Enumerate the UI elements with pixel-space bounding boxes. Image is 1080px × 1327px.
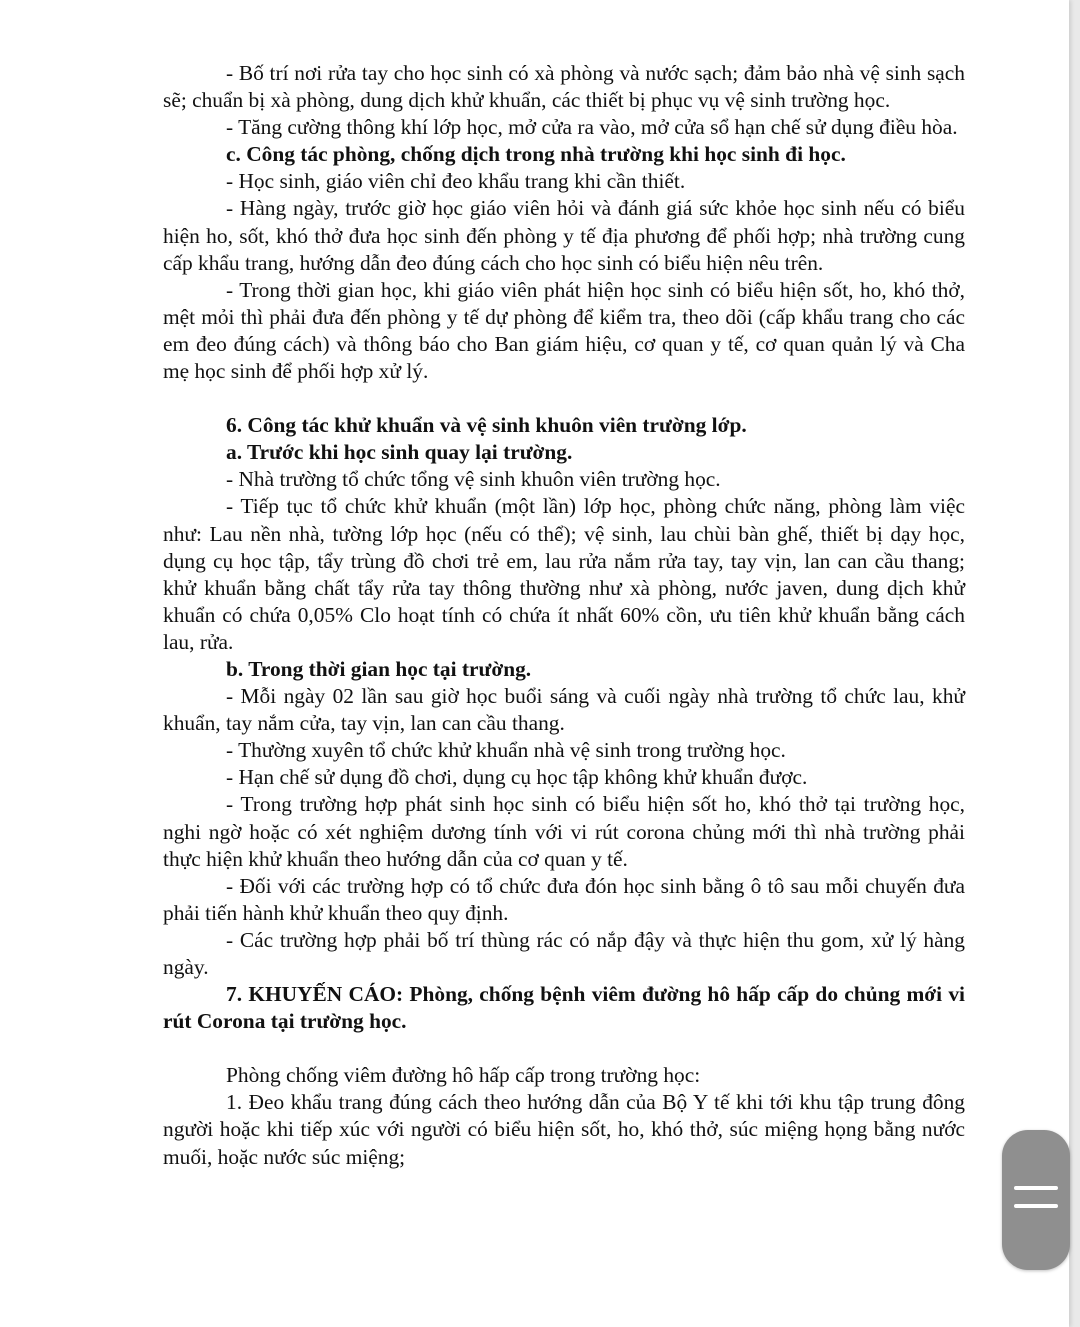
paragraph: - Hạn chế sử dụng đồ chơi, dụng cụ học tập không khử khuẩn được. — [226, 765, 808, 790]
paragraph: - Mỗi ngày 02 lần sau giờ học buổi sáng và cuối ngày nhà trường tổ chức lau, khử khuẩn, tay nắm cửa, tay vịn, lan can cầu thang. — [163, 684, 965, 736]
paragraph: - Tăng cường thông khí lớp học, mở cửa ra vào, mở cửa sổ hạn chế sử dụng điều hòa. — [226, 115, 958, 140]
section-heading: a. Trước khi học sinh quay lại trường. — [226, 440, 573, 465]
paragraph: - Các trường hợp phải bố trí thùng rác có nắp đậy và thực hiện thu gom, xử lý hàng ngày. — [163, 927, 965, 979]
spacer — [163, 1035, 965, 1062]
section-heading: 6. Công tác khử khuẩn và vệ sinh khuôn viên trường lớp. — [226, 413, 747, 438]
section-heading: c. Công tác phòng, chống dịch trong nhà trường khi học sinh đi học. — [226, 142, 846, 167]
paragraph: - Thường xuyên tổ chức khử khuẩn nhà vệ sinh trong trường học. — [226, 738, 786, 763]
paragraph: - Đối với các trường hợp có tổ chức đưa đón học sinh bằng ô tô sau mỗi chuyến đưa phải tiến hành khử khuẩn theo quy định. — [163, 873, 965, 925]
paragraph: - Nhà trường tổ chức tổng vệ sinh khuôn viên trường học. — [226, 467, 721, 492]
paragraph: - Trong trường hợp phát sinh học sinh có biểu hiện sốt ho, khó thở tại trường học, nghi ngờ hoặc có xét nghiệm dương tính với vi rút corona chủng mới thì nhà trường phải thực hiện khử khuẩn theo hướng dẫn của cơ quan y tế. — [163, 792, 965, 871]
paragraph: - Tiếp tục tổ chức khử khuẩn (một lần) lớp học, phòng chức năng, phòng làm việc như: Lau nền nhà, tường lớp học (nếu có thể); vệ sinh, lau chùi bàn ghế, thiết bị dạy học, dụng cụ học tập, tẩy trùng đồ chơi trẻ em, lau rửa nắm rửa tay, tay vịn, lan can cầu thang; khử khuẩn bằng chất tẩy rửa tay thông thường như xà phòng, nước javen, dung dịch khử khuẩn có chứa 0,05% Clo hoạt tính có chứa ít nhất 60% cồn, ưu tiên khử khuẩn bằng cách lau, rửa. — [163, 494, 965, 654]
fast-scroll-handle[interactable] — [1002, 1130, 1070, 1270]
grip-line-icon — [1014, 1204, 1058, 1208]
spacer — [163, 385, 965, 412]
paragraph: - Học sinh, giáo viên chỉ đeo khẩu trang khi cần thiết. — [226, 169, 686, 194]
paragraph: - Bố trí nơi rửa tay cho học sinh có xà phòng và nước sạch; đảm bảo nhà vệ sinh sạch sẽ; chuẩn bị xà phòng, dung dịch khử khuẩn, các thiết bị phục vụ vệ sinh trường học. — [163, 61, 965, 113]
paragraph: - Trong thời gian học, khi giáo viên phát hiện học sinh có biểu hiện sốt, ho, khó thở, mệt mỏi thì phải đưa đến phòng y tế dự phòng để kiểm tra, theo dõi (cấp khẩu trang cho các em đeo đúng cách) và thông báo cho Ban giám hiệu, cơ quan y tế, cơ quan quản lý và Cha mẹ học sinh để phối hợp xử lý. — [163, 277, 965, 384]
section-heading: b. Trong thời gian học tại trường. — [226, 656, 532, 681]
paragraph: 1. Đeo khẩu trang đúng cách theo hướng dẫn của Bộ Y tế khi tới khu tập trung đông người hoặc khi tiếp xúc với người có biểu hiện sốt, ho, khó thở, súc miệng họng bằng nước muối, hoặc nước súc miệng; — [163, 1090, 965, 1169]
grip-line-icon — [1014, 1186, 1058, 1190]
section-heading: 7. KHUYẾN CÁO: Phòng, chống bệnh viêm đường hô hấp cấp do chủng mới vi rút Corona tại trường học. — [163, 982, 965, 1034]
paragraph: Phòng chống viêm đường hô hấp cấp trong trường học: — [226, 1063, 701, 1088]
document-body — [163, 60, 965, 1171]
paragraph: - Hàng ngày, trước giờ học giáo viên hỏi và đánh giá sức khỏe học sinh nếu có biểu hiện ho, sốt, khó thở đưa học sinh đến phòng y tế địa phương để phối hợp; nhà trường cung cấp khẩu trang, hướng dẫn đeo đúng cách cho học sinh có biểu hiện nêu trên. — [163, 196, 965, 275]
